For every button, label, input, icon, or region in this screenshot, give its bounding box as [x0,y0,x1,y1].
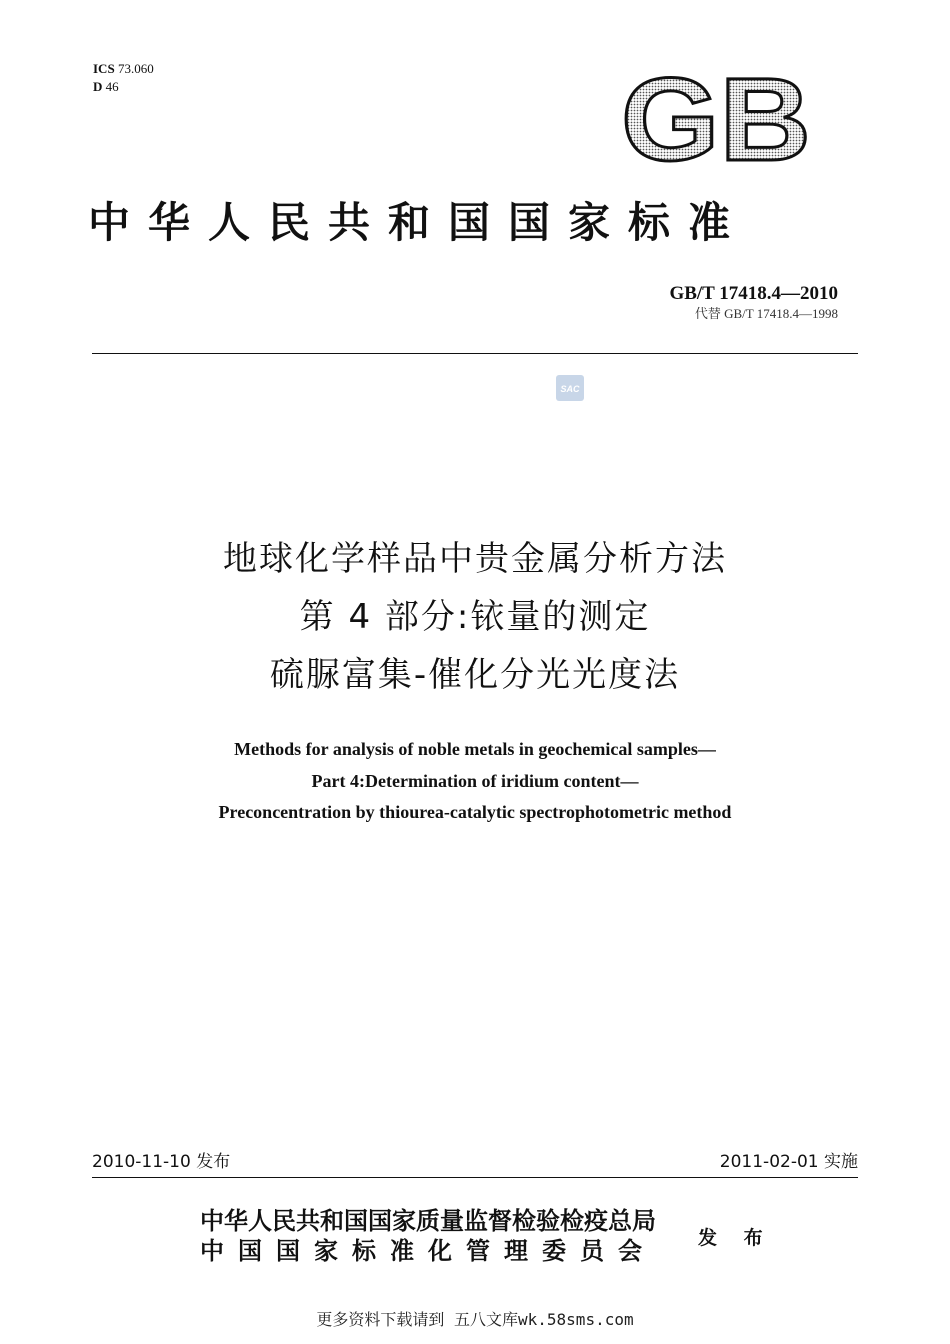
gb-logo-text: GB [621,70,811,170]
ics-label: ICS [93,61,115,76]
top-divider [92,353,858,354]
ccs-label: D [93,79,103,94]
standard-code: GB/T 17418.4—2010 [669,283,838,304]
ccs-code: 46 [105,79,119,94]
bottom-divider [92,1177,858,1178]
download-footer: 更多资料下载请到 五八文库wk.58sms.com [316,1310,634,1329]
chinese-title-line: 地球化学样品中贵金属分析方法 [223,539,727,579]
replaces-code: 代替 GB/T 17418.4—1998 [694,306,838,321]
chinese-title [60,530,890,704]
publish-label: 发 布 [698,1227,773,1249]
issue-date: 2010-11-10 发布 [92,1152,231,1172]
sac-watermark-icon [556,375,584,401]
sac-watermark-text: SAC [560,384,580,394]
english-title [60,734,890,829]
english-title-line: Preconcentration by thiourea-catalytic spectrophotometric method [218,802,732,822]
issuer-aqsiq: 中华人民共和国国家质量监督检验检疫总局 [200,1206,656,1235]
implementation-date: 2011-02-01 实施 [719,1152,858,1172]
chinese-title-line: 硫脲富集-催化分光光度法 [269,655,681,695]
ics-code: 73.060 [117,61,154,76]
issuer-sac: 中国国家标准化管理委员会 [200,1236,656,1265]
issuing-authorities [200,1206,656,1266]
english-title-line: Methods for analysis of noble metals in geochemical samples— [234,739,716,759]
chinese-title-line: 第 4 部分:铱量的测定 [299,597,651,637]
national-standard-title: 中华人民共和国国家标准 [88,198,749,247]
classification-codes [93,60,154,96]
english-title-line: Part 4:Determination of iridium content— [311,770,639,791]
gb-logo [618,70,814,170]
standard-code-block [669,283,838,323]
